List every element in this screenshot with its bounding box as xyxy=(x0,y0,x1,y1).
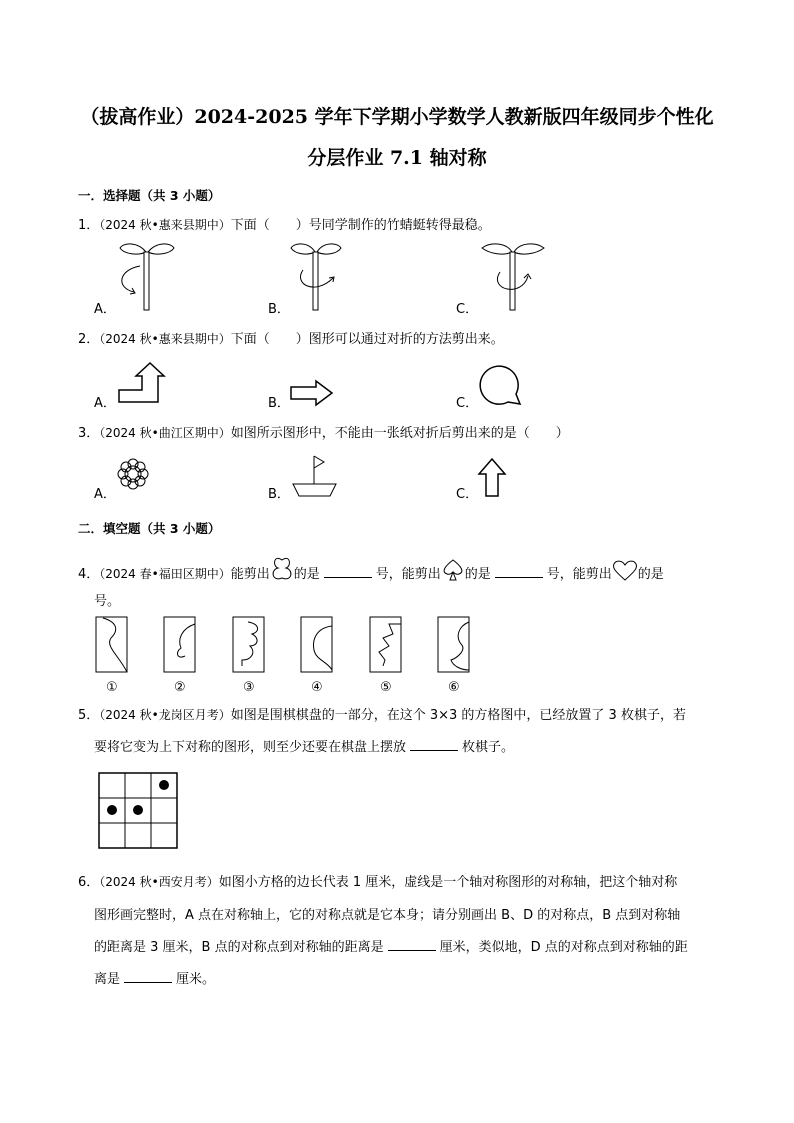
question-4-number: 4． xyxy=(78,567,100,582)
flower-shape xyxy=(115,456,151,492)
cut-paper-6 xyxy=(437,616,471,674)
question-1-text: 下面（ ）号同学制作的竹蜻蜓转得最稳。 xyxy=(230,218,491,233)
q4-blank-2[interactable] xyxy=(495,565,543,578)
q1-option-c[interactable]: C． xyxy=(456,302,479,317)
right-arrow-shape xyxy=(290,380,334,406)
q5-text-b: 枚棋子。 xyxy=(462,740,515,755)
heart-shape-icon xyxy=(612,560,638,582)
q6-text-4b: 厘米。 xyxy=(176,972,216,987)
q5-text-a: 要将它变为上下对称的图形，则至少还要在棋盘上摆放 xyxy=(94,740,407,755)
q4-text-3: 号，能剪出 xyxy=(375,567,441,582)
question-6-source: （2024 秋•西安月考） xyxy=(99,875,219,889)
q3-option-b[interactable]: B． xyxy=(268,487,290,502)
sailboat-shape xyxy=(292,454,338,498)
bamboo-dragonfly-a xyxy=(110,242,190,314)
question-1-source: （2024 秋•惠来县期中） xyxy=(99,218,231,232)
section-choice-heading: 一．选择题（共 3 小题） xyxy=(78,188,221,203)
question-4 xyxy=(78,556,664,590)
question-5-line-2 xyxy=(94,732,514,763)
q6-blank-1[interactable] xyxy=(388,938,436,951)
question-6-line-4 xyxy=(94,964,215,995)
go-stone-middle-center xyxy=(133,805,143,815)
question-3-text: 如图所示图形中，不能由一张纸对折后剪出来的是（ ） xyxy=(230,426,569,441)
q3-option-a[interactable]: A． xyxy=(94,487,116,502)
question-6-line-2: 图形画完整时，A 点在对称轴上，它的对称点就是它本身；请分别画出 B、D 的对称点，B 点到对称轴 xyxy=(94,908,681,923)
question-5 xyxy=(78,700,686,731)
bamboo-dragonfly-c xyxy=(478,242,558,314)
cut-paper-3 xyxy=(232,616,266,674)
question-2-source: （2024 秋•惠来县期中） xyxy=(99,332,231,346)
question-4-source: （2024 春•福田区期中） xyxy=(99,567,231,581)
question-6 xyxy=(78,867,677,898)
cut-paper-2-label: ② xyxy=(174,680,186,695)
section-fill-heading: 二．填空题（共 3 小题） xyxy=(78,521,221,536)
q3-option-c[interactable]: C． xyxy=(456,487,479,502)
q6-blank-2[interactable] xyxy=(124,970,172,983)
q2-option-c[interactable]: C． xyxy=(456,396,479,411)
q4-text-4: 的是 xyxy=(464,567,491,582)
gourd-shape-icon xyxy=(270,556,294,582)
question-5-line-1: 如图是围棋棋盘的一部分，在这个 3×3 的方格图中，已经放置了 3 枚棋子，若 xyxy=(230,708,686,723)
q1-option-b[interactable]: B． xyxy=(268,302,290,317)
question-1 xyxy=(78,210,491,241)
question-2-number: 2． xyxy=(78,332,100,347)
q2-option-a[interactable]: A． xyxy=(94,396,116,411)
go-stone-top-right xyxy=(159,780,169,790)
bamboo-dragonfly-b xyxy=(285,242,365,314)
question-4-line-2: 号。 xyxy=(94,594,121,609)
q1-option-a[interactable]: A． xyxy=(94,302,116,317)
question-5-source: （2024 秋•龙岗区月考） xyxy=(99,708,231,722)
q2-option-b[interactable]: B． xyxy=(268,396,290,411)
q5-blank[interactable] xyxy=(410,738,458,751)
question-6-line-3 xyxy=(94,932,688,963)
cut-paper-3-label: ③ xyxy=(243,680,255,695)
cut-paper-4-label: ④ xyxy=(311,680,323,695)
q4-text-2: 的是 xyxy=(293,567,320,582)
cut-paper-1 xyxy=(95,616,129,674)
question-3-source: （2024 秋•曲江区期中） xyxy=(99,426,231,440)
up-arrow-shape xyxy=(478,458,508,498)
question-2-text: 下面（ ）图形可以通过对折的方法剪出来。 xyxy=(230,332,504,347)
question-2 xyxy=(78,324,504,355)
cut-paper-2 xyxy=(163,616,197,674)
q6-text-3a: 的距离是 3 厘米，B 点的对称点到对称轴的距离是 xyxy=(94,940,384,955)
question-5-number: 5． xyxy=(78,708,100,723)
question-3 xyxy=(78,418,569,449)
q4-text-5: 号，能剪出 xyxy=(546,567,612,582)
cut-paper-1-label: ① xyxy=(106,680,118,695)
q6-text-3b: 厘米，类似地，D 点的对称点到对称轴的距 xyxy=(439,940,688,955)
question-1-number: 1． xyxy=(78,218,100,233)
cut-paper-6-label: ⑥ xyxy=(448,680,460,695)
question-6-number: 6． xyxy=(78,875,100,890)
title-line-2: 分层作业 7.1 轴对称 xyxy=(307,147,487,169)
spade-shape-icon xyxy=(441,558,465,582)
q6-text-4a: 离是 xyxy=(94,972,121,987)
cut-paper-5 xyxy=(369,616,403,674)
go-stone-middle-left xyxy=(107,805,117,815)
title-line-1: （拔高作业）2024-2025 学年下学期小学数学人教新版四年级同步个性化 xyxy=(80,106,714,128)
q4-text-1: 能剪出 xyxy=(230,567,270,582)
cut-paper-5-label: ⑤ xyxy=(380,680,392,695)
q4-text-6: 的是 xyxy=(637,567,664,582)
cut-paper-4 xyxy=(300,616,334,674)
bent-arrow-shape xyxy=(118,362,168,404)
question-6-line-1: 如图小方格的边长代表 1 厘米，虚线是一个轴对称图形的对称轴，把这个轴对称 xyxy=(218,875,678,890)
question-3-number: 3． xyxy=(78,426,100,441)
q4-blank-1[interactable] xyxy=(324,565,372,578)
circle-tab-shape xyxy=(478,364,524,410)
go-board-grid xyxy=(98,772,180,850)
